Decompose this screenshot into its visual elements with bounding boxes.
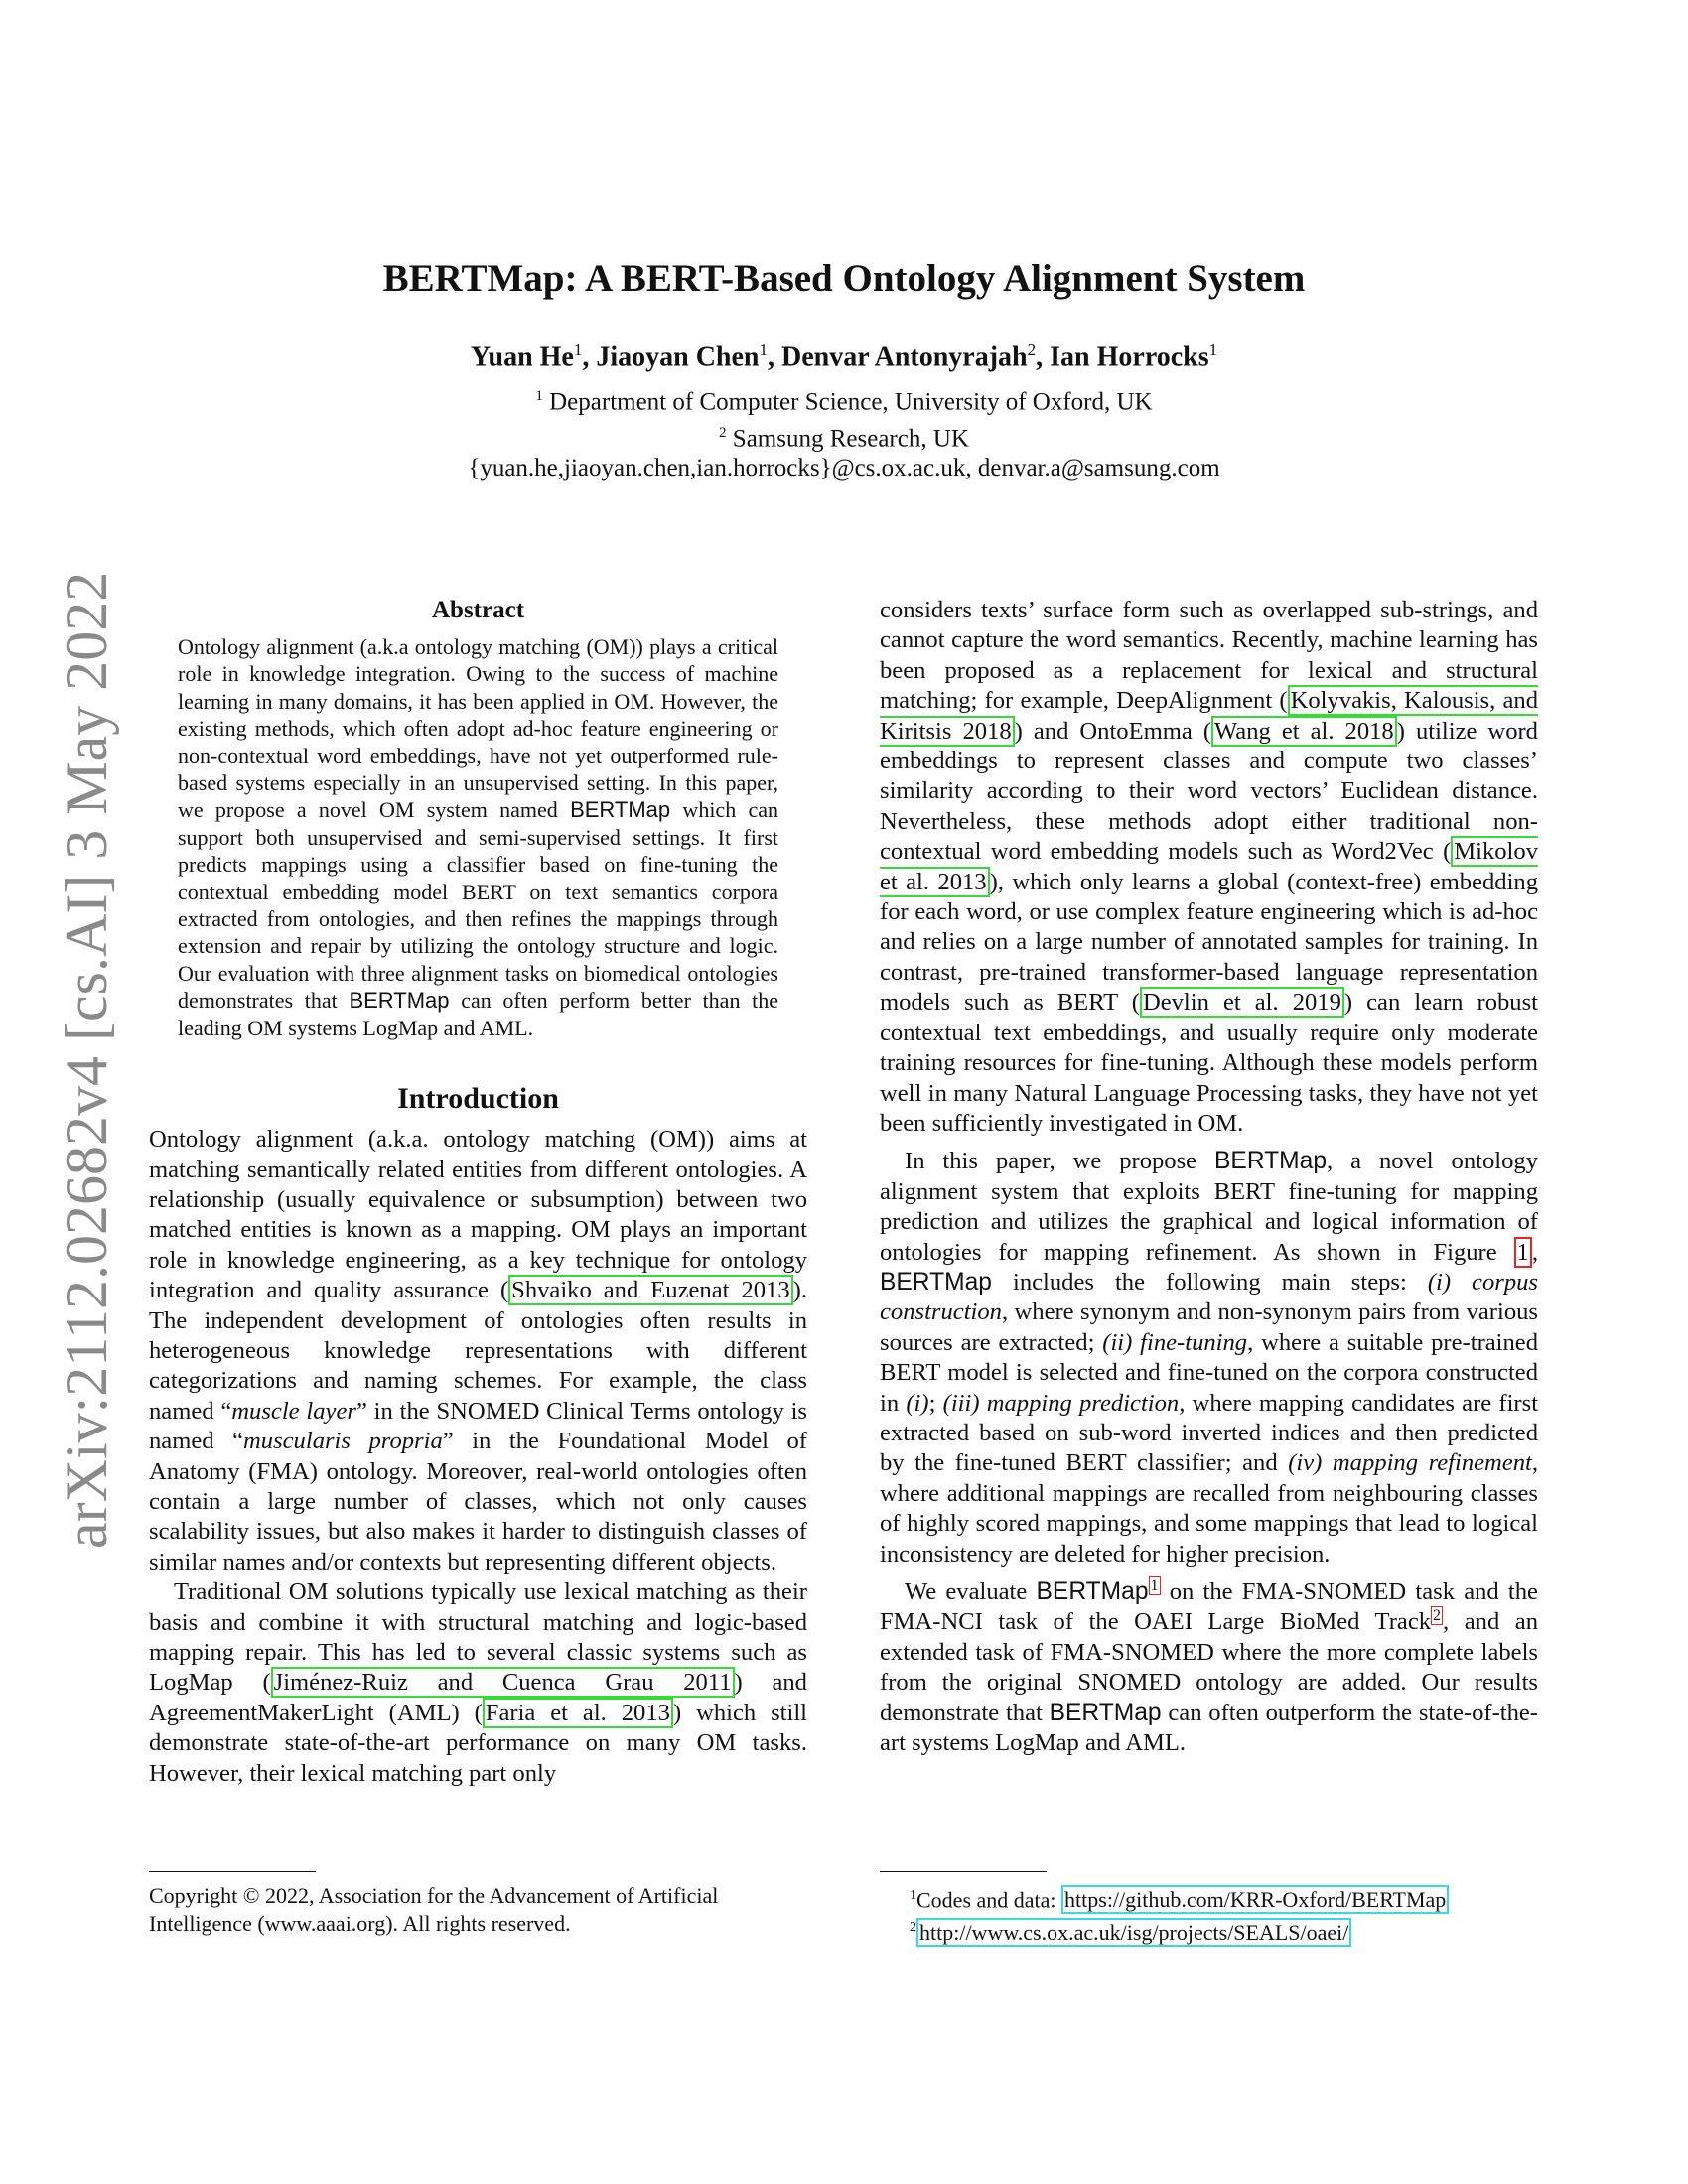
introduction-heading: Introduction [397, 1082, 559, 1116]
abstract-text: Ontology alignment (a.k.a ontology matching (OM)) plays a critical role in knowledge integration. Owing to the success of machine learning in many domains, it has been applied in OM. However, the existing methods, which often adopt ad-hoc feature engineering or non-contextual word embeddings, have not yet outperformed rule-based systems especially in an unsupervised setting. In this paper, we propose a novel OM system named BERTMap which can support both unsupervised and semi-supervised settings. It first predicts mappings using a classifier based on fine-tuning the contextual embedding model BERT on text semantics corpora extracted from ontologies, and then refines the mappings through extension and repair by utilizing the ontology structure and logic. Our evaluation with three alignment tasks on biomedical ontologies demonstrates that BERTMap can often perform better than the leading OM systems LogMap and AML. [178, 634, 779, 1040]
author-affiliation-mark: 2 [1027, 341, 1037, 359]
system-name: BERTMap [880, 1268, 992, 1296]
figure-reference-link[interactable]: 1 [1514, 1237, 1532, 1268]
author-affiliation-mark: 1 [1208, 341, 1218, 359]
footnote-marker-link[interactable]: 2 [1433, 1607, 1442, 1625]
arxiv-identifier: arXiv:2112.02682v4 [cs.AI] 3 May 2022 [54, 571, 119, 1549]
footnote-rule [880, 1871, 1047, 1872]
author-list: Yuan He$^1$, Jiaoyan Chen$^1$, Denvar Antonyrajah$^2$, Ian Horrocks$^1$ [470, 341, 1218, 373]
author-emails: {yuan.he,jiaoyan.chen,ian.horrocks}@cs.ox.ac.uk, denvar.a@samsung.com [468, 454, 1220, 481]
affiliation: $^2$ Samsung Research, UK [719, 424, 969, 452]
footnote-2: $^2$ http://www.cs.ox.ac.uk/isg/projects/SEALS/oaei/ [910, 1914, 1538, 1946]
intro-paragraph-2: Traditional OM solutions typically use lexical matching as their basis and combine it with structural matching and logic-based mapping repair. This has led to several classic systems such as LogMap ( Jiménez-Ruiz and Cuenca Grau 2011 ) and AgreementMakerLight (AML) ( Faria et al. 2013 ) which still demonstrate state-of-the-art performance on many OM tasks. However, their lexical matching part only [149, 1578, 807, 1787]
author-affiliation-mark: 1 [573, 341, 583, 359]
citation-link[interactable]: Devlin et al. 2019 [1140, 987, 1344, 1018]
system-name: BERTMap [1049, 1699, 1162, 1726]
citation-link[interactable]: Shvaiko and Euzenat 2013 [508, 1275, 793, 1305]
affiliation: $^1$ Department of Computer Science, University of Oxford, UK [535, 388, 1153, 416]
intro-paragraph-3: considers texts’ surface form such as overlapped sub-strings, and cannot capture the word semantics. Recently, machine learning has been proposed as a replacement for lexical and structural matching; for example, DeepAlignment ( Kolyvakis, Kalousis, and Kiritsis 2018 ) and OntoEmma ( Wang et al. 2018 ) utilize word embeddings to represent classes and compute two classes’ similarity according to their word vectors’ Euclidean distance. Nevertheless, these methods adopt either traditional non-contextual word embedding models such as Word2Vec ( Mikolov et al. 2013 ), which only learns a global (context-free) embedding for each word, or use complex feature engineering which is ad-hoc and relies on a large number of annotated samples for training. In contrast, pre-trained transformer-based language representation models such as BERT ( Devlin et al. 2019 ) can learn robust contextual text embeddings, and usually require only moderate training resources for fine-tuning. Although these models perform well in many Natural Language Processing tasks, they have not yet been sufficiently investigated in OM. [880, 597, 1539, 1137]
citation-link[interactable]: Kolyvakis, Kalousis, and Kiritsis 2018 [880, 687, 1538, 745]
footnotes [880, 1871, 1538, 1947]
abstract-heading: Abstract [431, 597, 525, 623]
system-name: BERTMap [1214, 1148, 1328, 1175]
author-name: Ian Horrocks [1050, 341, 1209, 373]
oaei-url-link[interactable]: http://www.cs.ox.ac.uk/isg/projects/SEALS/oaei/ [916, 1918, 1351, 1947]
intro-paragraph-5: We evaluate BERTMap $^1$ on the FMA-SNOMED task and the FMA-NCI task of the OAEI Large BioMed Track $^2$, and an extended task of FMA-SNOMED where the more complete labels from the original SNOMED ontology are added. Our results demonstrate that BERTMap can often outperform the state-of-the-art systems LogMap and AML. [880, 1576, 1538, 1757]
paper-header [0, 253, 1688, 483]
author-affiliation-mark: 1 [759, 341, 769, 359]
author-name: Jiaoyan Chen [596, 341, 760, 373]
footnote-marker-link[interactable]: 1 [1150, 1576, 1159, 1594]
author-name: Yuan He [470, 341, 574, 373]
citation-link[interactable]: Wang et al. 2018 [1211, 716, 1397, 747]
right-column [880, 596, 1538, 1758]
paper-title: BERTMap: A BERT-Based Ontology Alignment System [382, 257, 1306, 300]
citation-link[interactable]: Jiménez-Ruiz and Cuenca Grau 2011 [271, 1667, 735, 1698]
system-name: BERTMap [570, 797, 671, 823]
left-column [149, 596, 807, 1789]
copyright-notice: Copyright © 2022, Association for the Advancement of Artificial Intelligence (www.aaai.org). All rights reserved. [149, 1871, 807, 1938]
footnote-1: $^1$Codes and data: https://github.com/KRR-Oxford/BERTMap [910, 1882, 1538, 1914]
code-url-link[interactable]: https://github.com/KRR-Oxford/BERTMap [1061, 1885, 1449, 1914]
citation-link[interactable]: Faria et al. 2013 [483, 1698, 673, 1728]
author-name: Denvar Antonyrajah [781, 341, 1028, 373]
intro-paragraph-4: In this paper, we propose BERTMap, a novel ontology alignment system that exploits BERT fine-tuning for mapping prediction and utilizes the graphical and logical information of ontologies for mapping refinement. As shown in Figure 1 , BERTMap includes the following main steps: (i) corpus construction, where synonym and non-synonym pairs from various sources are extracted; (ii) fine-tuning, where a suitable pre-trained BERT model is selected and fine-tuned on the corpora constructed in (i); (iii) mapping prediction, where mapping candidates are first extracted based on sub-word inverted indices and then predicted by the fine-tuned BERT classifier; and (iv) mapping refinement, where additional mappings are recalled from neighbouring classes of highly scored mappings, and some mappings that lead to logical inconsistency are deleted for higher precision. [880, 1148, 1539, 1568]
intro-paragraph-1: Ontology alignment (a.k.a. ontology matching (OM)) aims at matching semantically related entities from different ontologies. A relationship (usually equivalence or subsumption) between two matched entities is known as a mapping. OM plays an important role in knowledge engineering, as a key technique for ontology integration and quality assurance ( Shvaiko and Euzenat 2013 ). The independent development of ontologies often results in heterogeneous knowledge representations with different categorizations and naming schemes. For example, the class named “muscle layer” in the SNOMED Clinical Terms ontology is named “muscularis propria” in the Foundational Model of Anatomy (FMA) ontology. Moreover, real-world ontologies often contain a large number of classes, which not only causes scalability issues, but also makes it harder to distinguish classes of similar names and/or contexts but representing different objects. [149, 1126, 808, 1575]
system-name: BERTMap [349, 988, 450, 1014]
system-name: BERTMap [1036, 1578, 1149, 1605]
citation-link[interactable]: Mikolov et al. 2013 [880, 838, 1538, 895]
footnote-rule [149, 1871, 316, 1872]
